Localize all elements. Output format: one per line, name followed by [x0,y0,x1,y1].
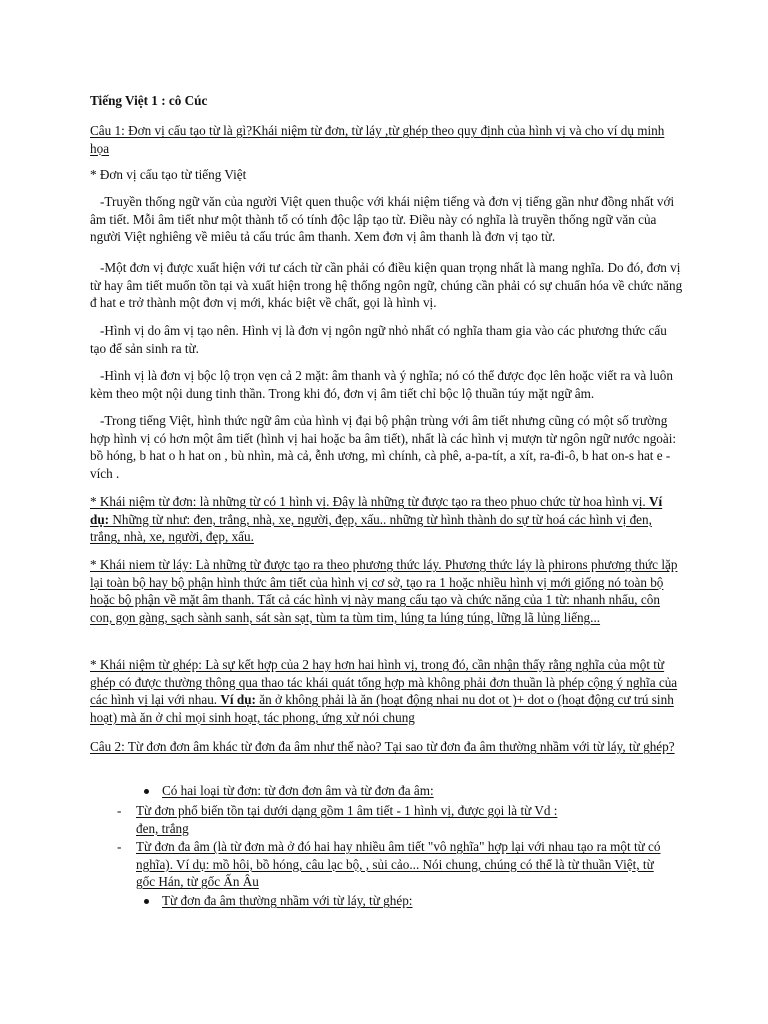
unit-heading: * Đơn vị cấu tạo từ tiếng Việt [90,167,247,182]
dash-marker: - [117,839,122,854]
question-2: Câu 2: Từ đơn đơn âm khác từ đơn đa âm như thế nào? Tại sao từ đơn đa âm thường nhầm với từ láy, từ ghép? [90,739,675,754]
dash-text: Từ đơn phổ biến tồn tại dưới dạng gồm 1 âm tiết - 1 hình vị, được gọi là từ Vd : đen, trắng [136,803,558,836]
dash-marker: - [117,803,122,818]
bullet-text: Từ đơn đa âm thường nhầm với từ láy, từ ghép: [162,893,413,908]
paragraph-tradition: -Truyền thống ngữ văn của người Việt quen thuộc với khái niệm tiếng và đơn vị tiếng gần như đồng nhất với âm tiết. Mỗi âm tiết như một thành tố có tính độc lập tạo từ. Điều này có nghĩa là truyền thống ngữ văn của người Việt nghiêng về miêu tả cấu trúc âm thanh. Xem đơn vị âm thanh là đơn vị tạo từ. [90,194,675,244]
definition-compound-word [90,656,684,726]
definition-simple-word-example: Những từ như: đen, trắng, nhà, xe, người, đẹp, xấu.. những từ hình thành do sự từ hoá các hình vị đen, trắng, nhà, xe, người, đẹp, xấu. [90,511,652,544]
example-label: Ví dụ: [90,494,663,527]
paragraph-vietnamese-morpheme: -Trong tiếng Việt, hình thức ngữ âm của hình vị đại bộ phận trùng với âm tiết nhưng cũng có một số trường hợp hình vị có hơn một âm tiết (hình vị hai hoặc ba âm tiết), nhất là các hình vị mượn từ ngôn ngữ nước ngoài: bồ hóng, b hat o h hat on , bù nhìn, mà cả, ễnh ương, mì chính, cà phê, a-pa-tít, a xít, ra-đi-ô, b hat on-s hat e - vích . [90,413,677,481]
paragraph-morpheme-phoneme: -Hình vị do âm vị tạo nên. Hình vị là đơn vị ngôn ngữ nhỏ nhất có nghĩa tham gia vào các phương thức cấu tạo để sản sinh ra từ. [90,323,667,356]
paragraph-meaning: -Một đơn vị được xuất hiện với tư cách từ cần phải có điều kiện quan trọng nhất là mang nghĩa. Do đó, đơn vị từ hay âm tiết muốn tồn tại và xuất hiện trong hệ thống ngôn ngữ, chúng cần phải có sự chuẩn hóa về chức năng đ hat e trở thành một đơn vị mới, khác biệt về chất, gọi là hình vị. [90,260,683,310]
dash-text: Từ đơn đa âm (là từ đơn mà ở đó hai hay nhiều âm tiết "vô nghĩa" hợp lại với nhau tạo ra một từ có nghĩa). Ví dụ: mồ hôi, bồ hóng, câu lạc bộ, , sủi cảo... Nói chung, chúng có thể là từ thuần Việt, từ gốc Hán, từ gốc Ấn Âu [136,839,661,889]
dash-item [117,838,684,891]
question-1: Câu 1: Đơn vị cấu tạo từ là gì?Khái niệm từ đơn, từ láy ,từ ghép theo quy định của hình vị và cho ví dụ minh họa [90,123,665,156]
definition-reduplicative-word: * Khái niem từ láy: Là những từ được tạo ra theo phương thức láy. Phương thức láy là phirons phương thức lặp lại toàn bộ hay bộ phận hình thức âm tiết của hình vị cơ sở, tạo ra 1 hoặc nhiều hình vị mới giống nó toàn bộ hoặc bộ phận về mặt âm thanh. Tất cả các hình vị này mang cấu tạo và chức năng của 1 từ: nhanh nhẩu, côn con, gọn gàng, sạch sành sanh, sát sàn sạt, tùm ta tùm tim, lúng ta lúng túng, lững lã lủng liếng... [90,557,678,625]
bullet-dot-icon [144,899,149,904]
bullet-dot-icon [144,789,149,794]
dash-item [117,802,684,837]
document-title: Tiếng Việt 1 : cô Cúc [90,93,208,108]
bullet-item [144,782,684,800]
bullet-text: Có hai loại từ đơn: từ đơn đơn âm và từ đơn đa âm: [162,783,434,798]
paragraph-morpheme-aspects: -Hình vị là đơn vị bộc lộ trọn vẹn cả 2 mặt: âm thanh và ý nghĩa; nó có thể được đọc lên hoặc viết ra và luôn kèm theo một nội dung tinh thần. Trong khi đó, đơn vị âm tiết chỉ bộc lộ thuần túy mặt ngữ âm. [90,368,673,401]
example-label-compound: Ví dụ: [220,692,256,707]
bullet-item [144,892,684,910]
definition-compound-word-text: * Khái niệm từ ghép: Là sự kết hợp của 2 hay hơn hai hình vị, trong đó, cần nhận thấy rằng nghĩa của một từ ghép có được thường thông qua thao tác khái quát tổng hợp mà không phải đơn thuần là phép cộng ý nghĩa của các hình vị lại với nhau. [90,657,678,707]
definition-simple-word-text: * Khái niệm từ đơn: là những từ có 1 hình vị. Đây là những từ được tạo ra theo phuo chức từ hoa hình vị. [90,494,646,509]
definition-compound-word-example: ăn ở không phải là ăn (hoạt động nhai nu dot ot )+ dot o (hoạt động cư trú sinh hoạt) mà ăn ở chỉ mọi sinh hoạt, tác phong, ứng xử nói chung [90,692,674,725]
definition-simple-word [90,493,684,546]
